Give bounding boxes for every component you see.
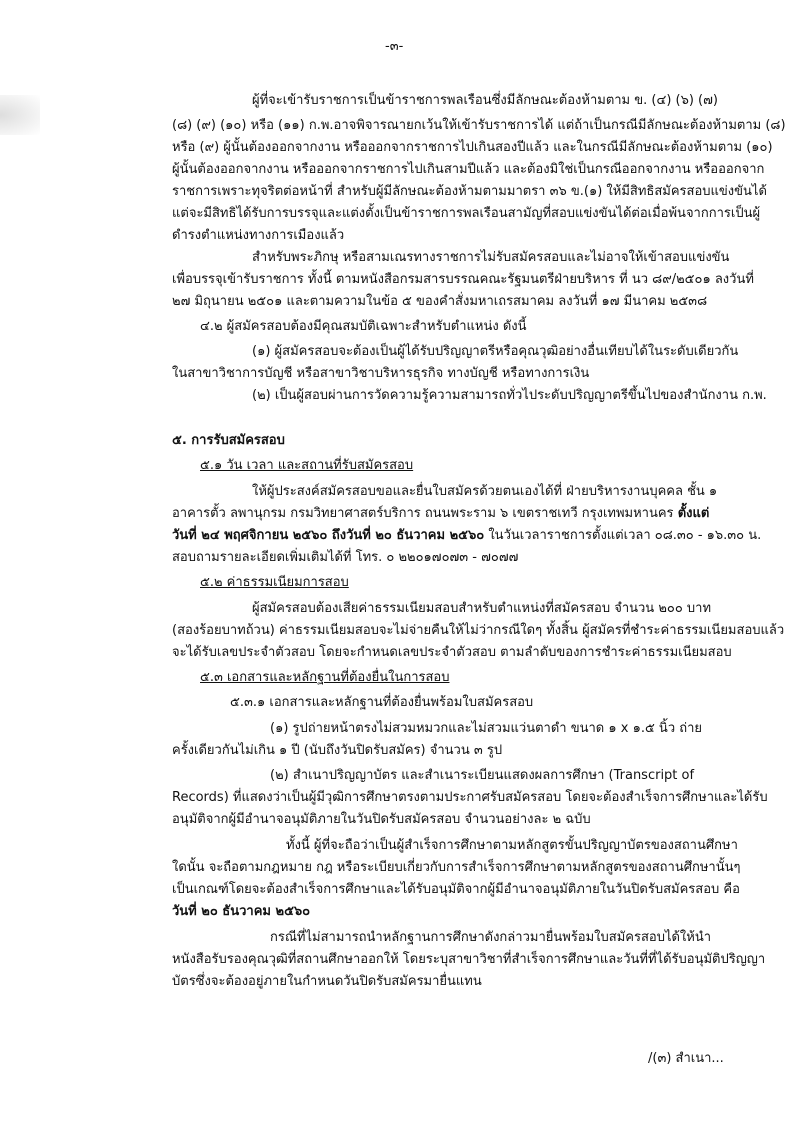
text-line: เป็นเกณฑ์โดยจะต้องสำเร็จการศึกษาและได้รับอนุมัติจากผู้มีอำนาจอนุมัติภายในวันปิดรับสมัครสอบ คือ xyxy=(172,882,740,897)
text-line: เพื่อบรรจุเข้ารับราชการ ทั้งนี้ ตามหนังสือกรมสารบรรณคณะรัฐมนตรีฝ่ายบริหาร ที่ นว ๘๙/๒๕๐๑ ลงวันที่ xyxy=(172,272,754,287)
section-heading: ๕. การรับสมัครสอบ xyxy=(172,433,285,448)
text-line: (๑) ผู้สมัครสอบจะต้องเป็นผู้ได้รับปริญญาตรีหรือคุณวุฒิอย่างอื่นเทียบได้ในระดับเดียวกัน xyxy=(252,344,739,359)
text-line: ทั้งนี้ ผู้ที่จะถือว่าเป็นผู้สำเร็จการศึกษาตามหลักสูตรขั้นปริญญาบัตรของสถานศึกษา xyxy=(286,838,738,853)
text-line: ราชการเพราะทุจริตต่อหน้าที่ สำหรับผู้มีลักษณะต้องห้ามตามมาตรา ๓๖ ข.(๑) ให้มีสิทธิสมัครสอบแข่งขันได้ xyxy=(172,184,767,199)
text-span: ในวันเวลาราชการตั้งแต่เวลา ๐๘.๓๐ - ๑๖.๓๐ น. xyxy=(488,528,762,543)
text-line: บัตรซึ่งจะต้องอยู่ภายในกำหนดวันปิดรับสมัครมายื่นแทน xyxy=(172,974,482,989)
text-line xyxy=(172,505,709,523)
text-line: ดำรงตำแหน่งทางการเมืองแล้ว xyxy=(172,228,345,243)
subsection-heading: ๕.๓ เอกสารและหลักฐานที่ต้องยื่นในการสอบ xyxy=(200,670,450,685)
subsection-heading: ๕.๒ ค่าธรรมเนียมการสอบ xyxy=(200,575,349,590)
subsection-heading: ๕.๑ วัน เวลา และสถานที่รับสมัครสอบ xyxy=(200,458,414,473)
scan-smudge xyxy=(0,95,40,135)
continuation-note: /(๓) สำเนา... xyxy=(648,1051,724,1066)
text-line: แต่จะมีสิทธิได้รับการบรรจุและแต่งตั้งเป็นข้าราชการพลเรือนสามัญที่สอบแข่งขันได้ต่อเมื่อพ้นจากการเป็นผู้ xyxy=(172,206,761,221)
text-line: หนังสือรับรองคุณวุฒิที่สถานศึกษาออกให้ โดยระบุสาขาวิชาที่สำเร็จการศึกษาและวันที่ที่ได้รับอนุมัติปริญญา xyxy=(172,952,766,967)
text-line: สำหรับพระภิกษุ หรือสามเณรทางราชการไม่รับสมัครสอบและไม่อาจให้เข้าสอบแข่งขัน xyxy=(252,250,730,265)
page-number: -๓- xyxy=(385,39,404,54)
text-line: Records) ที่แสดงว่าเป็นผู้มีวุฒิการศึกษาตรงตามประกาศรับสมัครสอบ โดยจะต้องสำเร็จการศึกษาและได้รับ xyxy=(172,790,768,805)
text-line: ผู้นั้นต้องออกจากงาน หรือออกจากราชการไปเกินสามปีแล้ว และต้องมิใช่เป็นกรณีออกจากงาน หรือออกจาก xyxy=(172,162,765,177)
text-line: (สองร้อยบาทถ้วน) ค่าธรรมเนียมสอบจะไม่จ่ายคืนให้ไม่ว่ากรณีใดๆ ทั้งสิ้น ผู้สมัครที่ชำระค่าธรรมเนียมสอบแล้ว xyxy=(172,623,785,638)
text-line: ครั้งเดียวกันไม่เกิน ๑ ปี (นับถึงวันปิดรับสมัคร) จำนวน ๓ รูป xyxy=(172,743,503,758)
text-line: (๒) สำเนาปริญญาบัตร และสำเนาระเบียนแสดงผลการศึกษา (Transcript of xyxy=(270,768,695,783)
text-line: ผู้สมัครสอบต้องเสียค่าธรรมเนียมสอบสำหรับตำแหน่งที่สมัครสอบ จำนวน ๒๐๐ บาท xyxy=(252,601,712,616)
application-period: วันที่ ๒๔ พฤศจิกายน ๒๕๖๐ ถึงวันที่ ๒๐ ธันวาคม ๒๕๖๐ xyxy=(172,528,485,543)
text-line xyxy=(172,527,761,545)
text-line: ผู้ที่จะเข้ารับราชการเป็นข้าราชการพลเรือนซึ่งมีลักษณะต้องห้ามตาม ข. (๔) (๖) (๗) xyxy=(252,93,718,108)
text-line: (๑) รูปถ่ายหน้าตรงไม่สวมหมวกและไม่สวมแว่นตาดำ ขนาด ๑ x ๑.๕ นิ้ว ถ่าย xyxy=(270,721,703,736)
section-heading: ๔.๒ ผู้สมัครสอบต้องมีคุณสมบัติเฉพาะสำหรับตำแหน่ง ดังนี้ xyxy=(200,319,527,334)
text-line: กรณีที่ไม่สามารถนำหลักฐานการศึกษาดังกล่าวมายื่นพร้อมใบสมัครสอบได้ให้นำ xyxy=(270,930,712,945)
text-line: ๒๗ มิถุนายน ๒๕๐๑ และตามความในข้อ ๕ ของคำสั่งมหาเถรสมาคม ลงวันที่ ๑๗ มีนาคม ๒๕๓๘ xyxy=(172,294,708,309)
text-line: ๕.๓.๑ เอกสารและหลักฐานที่ต้องยื่นพร้อมใบสมัครสอบ xyxy=(230,695,534,710)
text-line: ให้ผู้ประสงค์สมัครสอบขอและยื่นใบสมัครด้วยตนเองได้ที่ ฝ่ายบริหารงานบุคคล ชั้น ๑ xyxy=(252,484,718,499)
text-line: (๘) (๙) (๑๐) หรือ (๑๑) ก.พ.อาจพิจารณายกเว้นให้เข้ารับราชการได้ แต่ถ้าเป็นกรณีมีลักษณะต้องห้ามตาม (๘) xyxy=(172,118,786,133)
text-line: อนุมัติจากผู้มีอำนาจอนุมัติภายในวันปิดรับสมัครสอบ จำนวนอย่างละ ๒ ฉบับ xyxy=(172,812,591,827)
text-line: หรือ (๙) ผู้นั้นต้องออกจากงาน หรือออกจากราชการไปเกินสองปีแล้ว และในกรณีมีลักษณะต้องห้ามตาม (๑๐) xyxy=(172,140,773,155)
text-line: ในสาขาวิชาการบัญชี หรือสาขาวิชาบริหารธุรกิจ ทางบัญชี หรือทางการเงิน xyxy=(172,366,590,381)
text-line: (๒) เป็นผู้สอบผ่านการวัดความรู้ความสามารถทั่วไประดับปริญญาตรีขึ้นไปของสำนักงาน ก.พ. xyxy=(252,388,767,403)
emphasis-text: ตั้งแต่ xyxy=(677,506,710,521)
deadline-date: วันที่ ๒๐ ธันวาคม ๒๕๖๐ xyxy=(172,904,311,919)
text-line: สอบถามรายละเอียดเพิ่มเติมได้ที่ โทร. ๐ ๒๒๐๑๗๐๗๓ - ๗๐๗๗ xyxy=(172,550,519,565)
text-line: ใดนั้น จะถือตามกฎหมาย กฎ หรือระเบียบเกี่ยวกับการสำเร็จการศึกษาตามหลักสูตรของสถานศึกษานั้นๆ xyxy=(172,860,741,875)
text-span: อาคารตั้ว ลพานุกรม กรมวิทยาศาสตร์บริการ ถนนพระราม ๖ เขตราชเทวี กรุงเทพมหานคร xyxy=(172,506,674,521)
text-line: จะได้รับเลขประจำตัวสอบ โดยจะกำหนดเลขประจำตัวสอบ ตามลำดับของการชำระค่าธรรมเนียมสอบ xyxy=(172,645,732,660)
